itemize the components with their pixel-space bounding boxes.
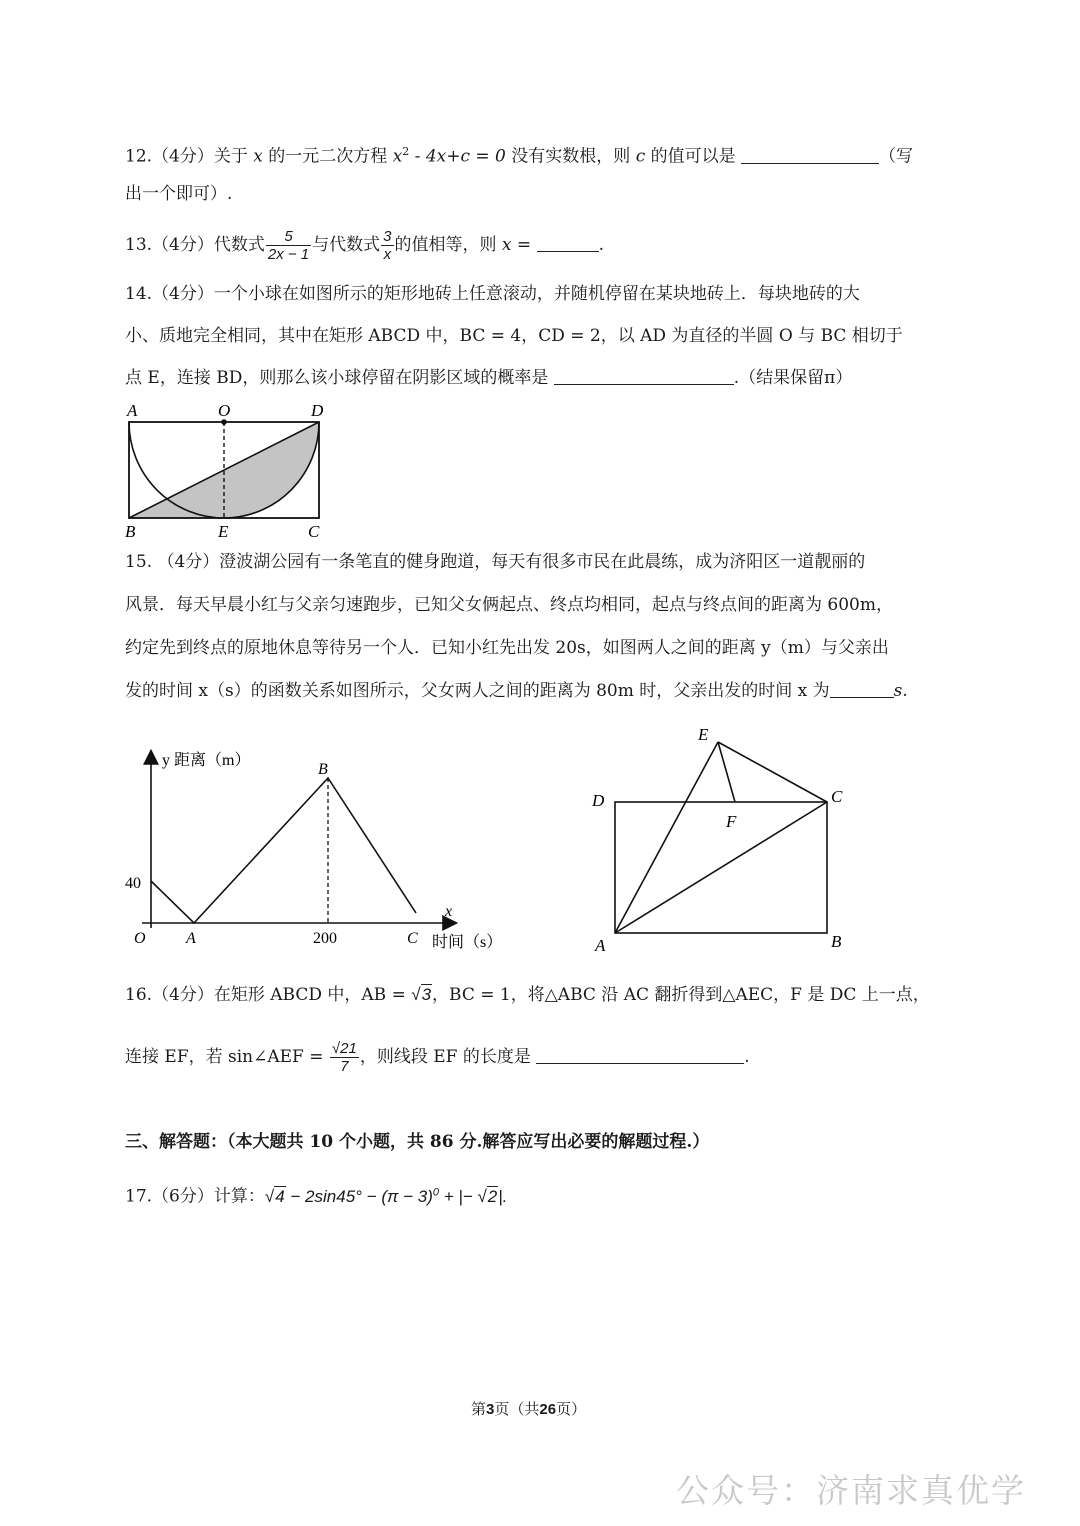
figure-14-rectangle-semicircle bbox=[115, 398, 335, 543]
x-axis-label: 时间（s） bbox=[432, 934, 503, 951]
question-15-line-4: 发的时间 x（s）的函数关系如图所示，父女两人之间的距离为 80m 时，父亲出发的时间 x 为 s. bbox=[125, 681, 908, 701]
label-D: D bbox=[592, 791, 605, 810]
answer-blank-16[interactable] bbox=[536, 1047, 744, 1064]
answer-blank-12[interactable] bbox=[741, 147, 879, 164]
label-A: A bbox=[127, 401, 138, 420]
label-D: D bbox=[311, 401, 324, 420]
fraction-sqrt21-over-7: $\frac{√21}{7}$ bbox=[331, 1040, 357, 1075]
label-C: C bbox=[831, 787, 843, 806]
question-15-line-3: 约定先到终点的原地休息等待另一个人．已知小红先出发 20s，如图两人之间的距离 y（m）与父亲出 bbox=[125, 638, 889, 658]
label-B: B bbox=[831, 932, 842, 951]
label-E: E bbox=[218, 522, 229, 541]
label-A: A bbox=[595, 936, 606, 955]
answer-blank-13[interactable] bbox=[537, 235, 599, 252]
section-3-heading: 三、解答题：（本大题共 10 个小题，共 86 分.解答应写出必要的解题过程.） bbox=[125, 1132, 710, 1152]
point-A-label: A bbox=[186, 930, 196, 947]
fraction-3-over-x: $\frac{3}{x}$ bbox=[383, 228, 392, 263]
distance-curve bbox=[151, 778, 416, 923]
label-E: E bbox=[698, 725, 709, 744]
page-number: 第3页（共26页） bbox=[471, 1401, 587, 1418]
question-12-line-2: 出一个即可）. bbox=[125, 184, 233, 204]
point-C-label: C bbox=[407, 930, 418, 947]
question-17: 17.（6分）计算：$√4 - 2\sin 45^\circ - (\pi - 3)^0$ + |− √2|. bbox=[125, 1186, 508, 1207]
figure-15-distance-time-graph bbox=[120, 740, 520, 960]
watermark: 公众号：济南求真优学 bbox=[676, 1471, 1026, 1510]
question-15-line-1: 15. （4分）澄波湖公园有一条笔直的健身跑道，每天有很多市民在此晨练，成为济阳区一道靓丽的 bbox=[125, 552, 866, 572]
question-14-line-1: 14.（4分）一个小球在如图所示的矩形地砖上任意滚动，并随机停留在某块地砖上．每块地砖的大 bbox=[125, 284, 860, 304]
origin-label: O bbox=[134, 930, 146, 947]
question-14-line-3: 点 E，连接 BD，则那么该小球停留在阴影区域的概率是 .（结果保留π） bbox=[125, 368, 853, 388]
label-O: O bbox=[218, 401, 231, 420]
question-15-line-2: 风景．每天早晨小红与父亲匀速跑步，已知父女俩起点、终点均相同，起点与终点间的距离为 600m， bbox=[125, 595, 893, 615]
y-tick-40: 40 bbox=[125, 875, 141, 892]
x-tick-200: 200 bbox=[313, 930, 337, 947]
sqrt-3: √3 bbox=[411, 985, 432, 1004]
y-axis-label: y 距离（m） bbox=[162, 752, 251, 769]
point-B-label: B bbox=[318, 761, 328, 778]
question-16-line-2: 连接 EF，若 sin∠AEF = $\frac{√21}{7}$ ，则线段 EF 的长度是 . bbox=[125, 1040, 750, 1075]
label-C: C bbox=[308, 522, 320, 541]
question-12-line-1: 12.（4分）关于 x 的一元二次方程 $x^2 - 4x+c = 0$ 没有实数根，则 c 的值可以是 （写 bbox=[125, 145, 914, 167]
question-16-line-1: 16.（4分）在矩形 ABCD 中，AB = √3，BC = 1，将△ABC 沿 AC 翻折得到△AEC，F 是 DC 上一点， bbox=[125, 985, 930, 1005]
question-13: 13.（4分）代数式 $\frac{5}{2x - 1}$ 与代数式 $\frac{3}{x}$ 的值相等，则 x = . bbox=[125, 228, 604, 263]
question-14-line-2: 小、质地完全相同，其中在矩形 ABCD 中，BC = 4，CD = 2，以 AD 为直径的半圆 O 与 BC 相切于 bbox=[125, 326, 903, 346]
label-F: F bbox=[726, 812, 737, 831]
figure-16-folded-rectangle bbox=[585, 715, 865, 960]
fraction-5-over-2x-1: $\frac{5}{2x - 1}$ bbox=[267, 228, 310, 263]
answer-blank-14[interactable] bbox=[554, 368, 734, 385]
math-expression: $√4 - 2\sin 45^\circ - (\pi - 3)^0$ + |− √2|. bbox=[264, 1186, 508, 1206]
answer-blank-15[interactable] bbox=[830, 681, 894, 698]
x-axis-var: x bbox=[445, 903, 453, 920]
label-B: B bbox=[125, 522, 136, 541]
